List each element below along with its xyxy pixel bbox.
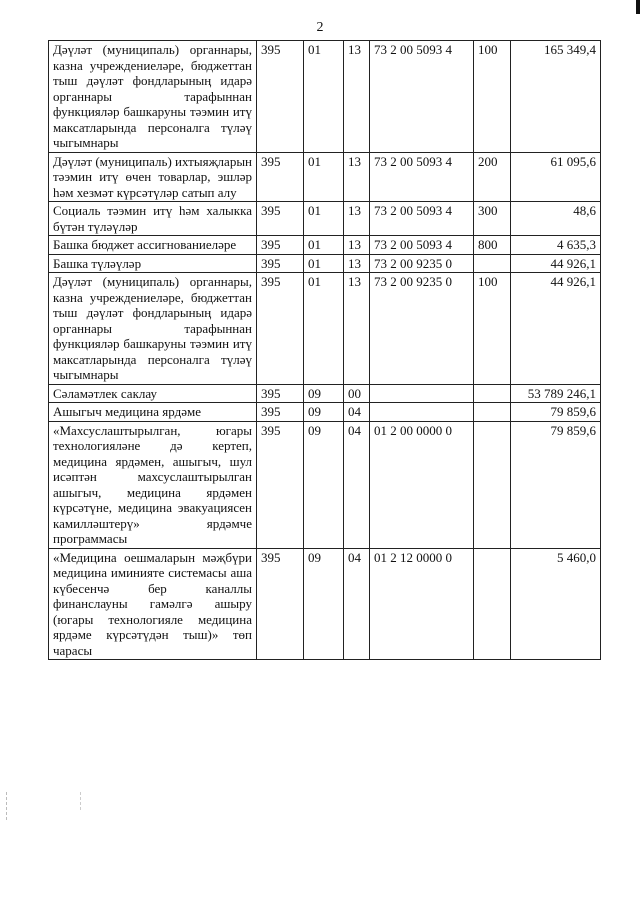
target-article-code-cell: 73 2 00 9235 0: [370, 254, 474, 273]
section-code-cell: 09: [304, 421, 344, 548]
expense-type-code-cell: [474, 421, 511, 548]
row-name-cell: Социаль тәэмин итү һәм халыкка бүтән түләүләр: [49, 202, 257, 236]
section-code-cell: 01: [304, 273, 344, 385]
target-article-code-cell: 01 2 12 0000 0: [370, 548, 474, 660]
scan-edge-mark: [636, 0, 640, 14]
expense-type-code-cell: [474, 384, 511, 403]
row-name-cell: «Медицина оешмаларын мәҗбүри медицина иминияте системасы аша күбесенчә бер каналлы финанслауны гамәлгә ашыру (югары технологияле медицина ярдәме күрсәтүдән тыш)» төп чарасы: [49, 548, 257, 660]
row-name-cell: Ашыгыч медицина ярдәме: [49, 403, 257, 422]
section-code-cell: 09: [304, 384, 344, 403]
expense-type-code-cell: 800: [474, 236, 511, 255]
table-row: [49, 273, 601, 385]
target-article-code-cell: 73 2 00 5093 4: [370, 202, 474, 236]
subsection-code-cell: 04: [344, 421, 370, 548]
department-code-cell: 395: [257, 202, 304, 236]
scan-artifact-line: [6, 792, 8, 820]
subsection-code-cell: 13: [344, 273, 370, 385]
target-article-code-cell: [370, 384, 474, 403]
row-name-cell: Дәүләт (муниципаль) органнары, казна учреждениеләре, бюджеттан тыш дәүләт фондларының идарә органнары тарафыннан функцияләр башкаруны тәэмин итү максатларында персоналга түләү чыгымнары: [49, 41, 257, 153]
subsection-code-cell: 13: [344, 152, 370, 202]
scan-artifact-line: [80, 792, 82, 810]
section-code-cell: 09: [304, 548, 344, 660]
department-code-cell: 395: [257, 421, 304, 548]
amount-cell: 5 460,0: [511, 548, 601, 660]
section-code-cell: 01: [304, 254, 344, 273]
table-row: [49, 236, 601, 255]
table-body: [49, 41, 601, 660]
amount-cell: 44 926,1: [511, 254, 601, 273]
subsection-code-cell: 13: [344, 254, 370, 273]
amount-cell: 4 635,3: [511, 236, 601, 255]
section-code-cell: 01: [304, 41, 344, 153]
expense-type-code-cell: 100: [474, 273, 511, 385]
table-row: [49, 254, 601, 273]
target-article-code-cell: 73 2 00 9235 0: [370, 273, 474, 385]
department-code-cell: 395: [257, 152, 304, 202]
row-name-cell: Дәүләт (муниципаль) органнары, казна учреждениеләре, бюджеттан тыш дәүләт фондларының идарә органнары тарафыннан функцияләр башкаруны тәэмин итү максатларында персоналга түләү чыгымнары: [49, 273, 257, 385]
amount-cell: 61 095,6: [511, 152, 601, 202]
expense-type-code-cell: [474, 548, 511, 660]
budget-table: [48, 40, 601, 660]
section-code-cell: 01: [304, 236, 344, 255]
department-code-cell: 395: [257, 254, 304, 273]
amount-cell: 48,6: [511, 202, 601, 236]
subsection-code-cell: 00: [344, 384, 370, 403]
amount-cell: 165 349,4: [511, 41, 601, 153]
page-number: 2: [316, 20, 324, 35]
row-name-cell: Сәламәтлек саклау: [49, 384, 257, 403]
target-article-code-cell: [370, 403, 474, 422]
section-code-cell: 01: [304, 202, 344, 236]
target-article-code-cell: 73 2 00 5093 4: [370, 152, 474, 202]
department-code-cell: 395: [257, 384, 304, 403]
section-code-cell: 09: [304, 403, 344, 422]
amount-cell: 44 926,1: [511, 273, 601, 385]
department-code-cell: 395: [257, 41, 304, 153]
table-row: [49, 548, 601, 660]
row-name-cell: Башка бюджет ассигнованиеләре: [49, 236, 257, 255]
table-row: [49, 202, 601, 236]
expense-type-code-cell: [474, 403, 511, 422]
subsection-code-cell: 13: [344, 236, 370, 255]
expense-type-code-cell: 200: [474, 152, 511, 202]
subsection-code-cell: 04: [344, 403, 370, 422]
target-article-code-cell: 73 2 00 5093 4: [370, 41, 474, 153]
table-row: [49, 384, 601, 403]
table-row: [49, 152, 601, 202]
department-code-cell: 395: [257, 236, 304, 255]
subsection-code-cell: 13: [344, 41, 370, 153]
department-code-cell: 395: [257, 548, 304, 660]
expense-type-code-cell: 100: [474, 41, 511, 153]
table-row: [49, 403, 601, 422]
table-row: [49, 41, 601, 153]
expense-type-code-cell: [474, 254, 511, 273]
subsection-code-cell: 04: [344, 548, 370, 660]
target-article-code-cell: 01 2 00 0000 0: [370, 421, 474, 548]
row-name-cell: Башка түләүләр: [49, 254, 257, 273]
amount-cell: 79 859,6: [511, 403, 601, 422]
department-code-cell: 395: [257, 273, 304, 385]
row-name-cell: Дәүләт (муниципаль) ихтыяҗларын тәэмин итү өчен товарлар, эшләр һәм хезмәт күрсәтүләр сатып алу: [49, 152, 257, 202]
amount-cell: 53 789 246,1: [511, 384, 601, 403]
department-code-cell: 395: [257, 403, 304, 422]
table-row: [49, 421, 601, 548]
section-code-cell: 01: [304, 152, 344, 202]
amount-cell: 79 859,6: [511, 421, 601, 548]
row-name-cell: «Махсуслаштырылган, югары технологияләне дә кертеп, медицина ярдәмен, ашыгыч, шул исәптән махсуслаштырылган ашыгыч, медицина ярдәмен күрсәтүне, медицина эвакуациясен камилләштерү» ярдәмче программасы: [49, 421, 257, 548]
expense-type-code-cell: 300: [474, 202, 511, 236]
subsection-code-cell: 13: [344, 202, 370, 236]
target-article-code-cell: 73 2 00 5093 4: [370, 236, 474, 255]
